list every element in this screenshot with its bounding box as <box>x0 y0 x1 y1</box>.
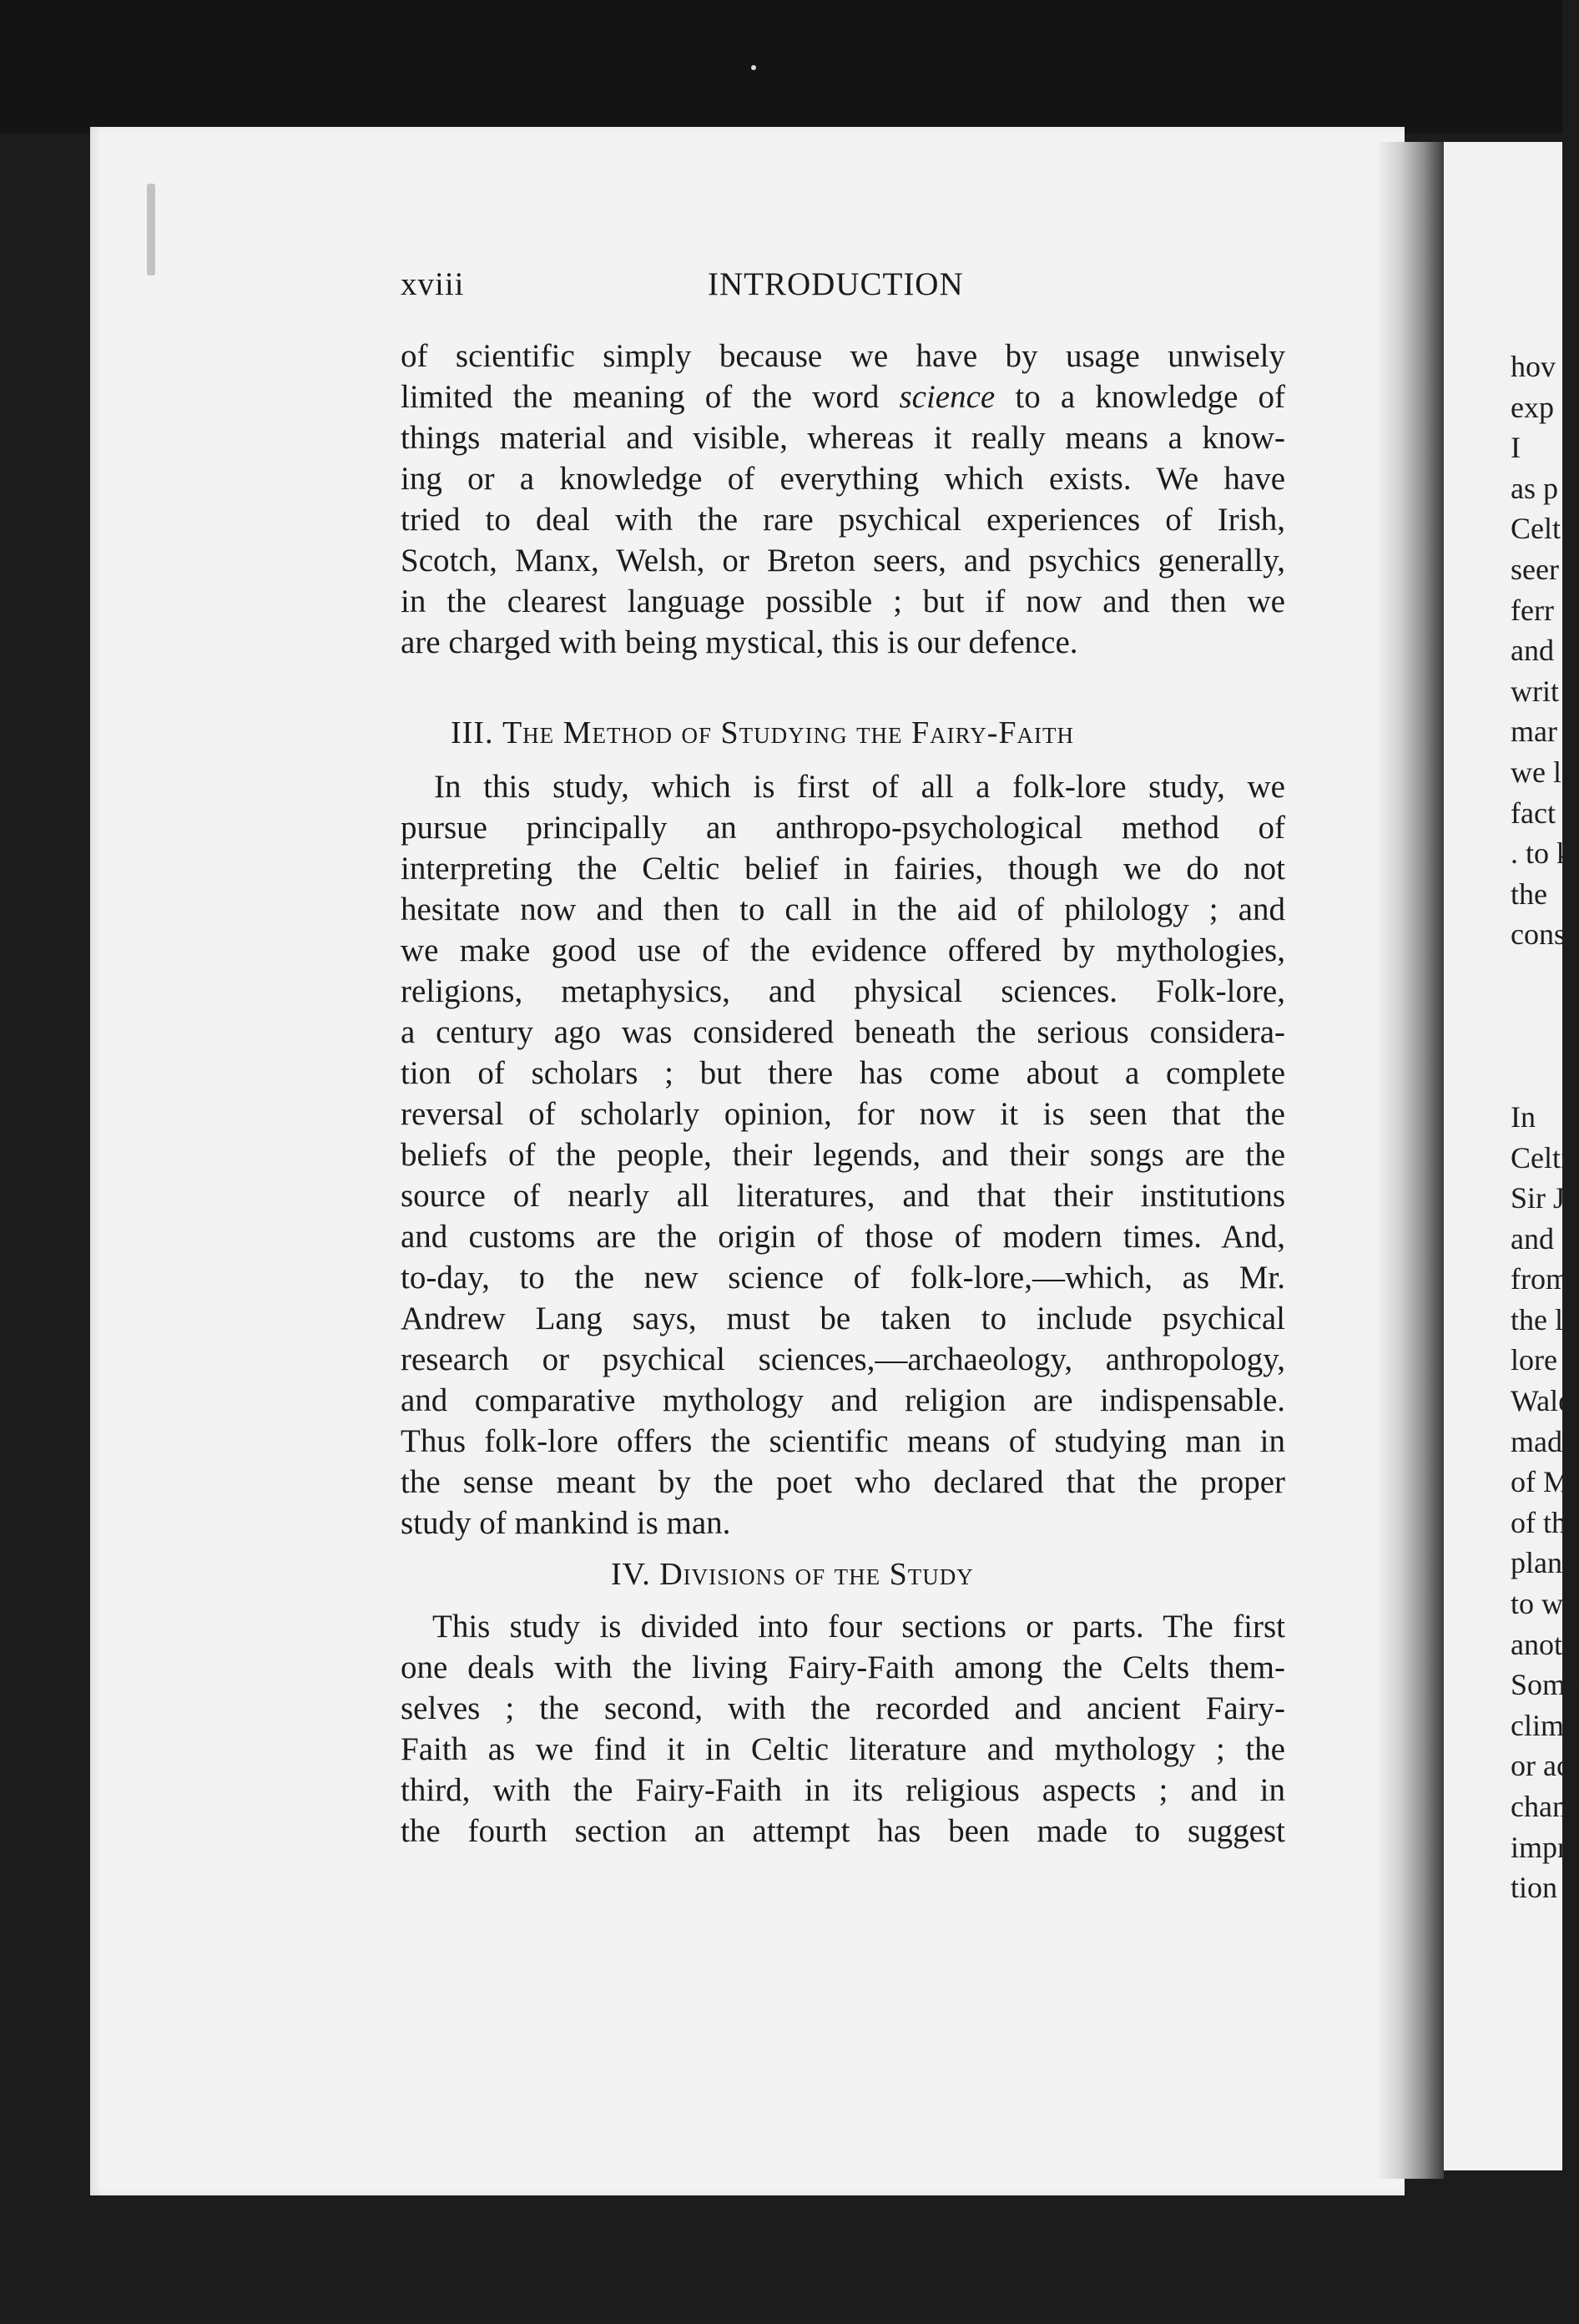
facing-line-fragment: and <box>1511 1221 1554 1255</box>
text-line: in the clearest language possible ; but if now and then we <box>401 584 1285 619</box>
text-line: to-day, to the new science of folk-lore,—which, as Mr. <box>401 1260 1285 1296</box>
text-line: ing or a knowledge of everything which exists. We have <box>401 461 1285 497</box>
facing-line-fragment: climl <box>1511 1708 1572 1742</box>
running-head <box>401 265 1285 316</box>
text-line: hesitate now and then to call in the aid of philology ; and <box>401 892 1285 927</box>
text-line: pursue principally an anthropo-psychological method of <box>401 810 1285 846</box>
text-line: reversal of scholarly opinion, for now it is seen that the <box>401 1096 1285 1132</box>
facing-line-fragment: In <box>1511 1099 1536 1134</box>
scan-background <box>0 0 1562 134</box>
facing-line-fragment: from <box>1511 1262 1569 1296</box>
text-line: are charged with being mystical, this is our defence. <box>401 624 1078 660</box>
facing-line-fragment: tion <box>1511 1871 1558 1905</box>
text-line: In this study, which is first of all a folk-lore study, we <box>434 769 1285 805</box>
text-line: one deals with the living Fairy-Faith among the Celts them- <box>401 1650 1285 1685</box>
facing-line-fragment: ferr <box>1511 593 1554 627</box>
facing-line-fragment: of th <box>1511 1505 1566 1539</box>
text-line: of scientific simply because we have by usage unwisely <box>401 338 1285 374</box>
text-line: the fourth section an attempt has been made to suggest <box>401 1813 1285 1849</box>
text-line: the sense meant by the poet who declared that the proper <box>401 1464 1285 1500</box>
text-line: selves ; the second, with the recorded and ancient Fairy- <box>401 1690 1285 1726</box>
running-title: INTRODUCTION <box>708 266 964 302</box>
page-number: xviii <box>401 266 465 302</box>
text-line: Scotch, Manx, Welsh, or Breton seers, and psychics generally, <box>401 543 1285 578</box>
text-line: Andrew Lang says, must be taken to include psychical <box>401 1301 1285 1336</box>
facing-line-fragment: chan <box>1511 1790 1567 1823</box>
facing-line-fragment: plan <box>1511 1546 1562 1580</box>
text-line: third, with the Fairy-Faith in its religious aspects ; and in <box>401 1772 1285 1808</box>
facing-line-fragment: the l <box>1511 1302 1563 1336</box>
facing-line-fragment: exp <box>1511 390 1554 424</box>
text-line: religions, metaphysics, and physical sciences. Folk-lore, <box>401 973 1285 1009</box>
facing-line-fragment: made <box>1511 1424 1576 1458</box>
paragraph-divisions <box>401 1606 1285 1852</box>
facing-line-fragment: cons <box>1511 917 1566 952</box>
facing-line-fragment: I <box>1511 431 1521 465</box>
facing-line-fragment: as p <box>1511 471 1558 505</box>
section-numeral: III. <box>451 715 494 750</box>
facing-line-fragment: the <box>1511 877 1547 911</box>
text-line: and customs are the origin of those of modern times. And, <box>401 1219 1285 1255</box>
facing-line-fragment: of M <box>1511 1465 1570 1499</box>
text-line: Faith as we find it in Celtic literature and mythology ; the <box>401 1731 1285 1767</box>
section-title: Divisions of the Study <box>659 1557 974 1592</box>
text-line: interpreting the Celtic belief in fairies, though we do not <box>401 851 1285 887</box>
text-line-science: limited the meaning of the word science to a knowledge of <box>401 379 1285 415</box>
emphasized-word: science <box>899 379 996 415</box>
facing-line-fragment: fact <box>1511 796 1556 830</box>
section-title: The Method of Studying the Fairy-Faith <box>502 715 1074 750</box>
facing-page-text <box>1511 346 1579 1908</box>
facing-line-fragment: mar <box>1511 715 1557 749</box>
facing-line-fragment: hov <box>1511 350 1556 383</box>
text-line: tried to deal with the rare psychical experiences of Irish, <box>401 502 1285 538</box>
text-line: things material and visible, whereas it really means a know- <box>401 420 1285 456</box>
facing-line-fragment: to w <box>1511 1587 1563 1621</box>
paragraph-scientific-language <box>401 336 1285 663</box>
facing-line-fragment: writ <box>1511 674 1559 708</box>
facing-line-fragment: anot <box>1511 1627 1562 1661</box>
facing-line-fragment: . to k <box>1511 836 1572 871</box>
facing-line-fragment: impr <box>1511 1830 1567 1864</box>
text-line: a century ago was considered beneath the serious considera- <box>401 1014 1285 1050</box>
section-heading-method <box>451 715 1074 751</box>
facing-line-fragment: lore <box>1511 1343 1557 1377</box>
facing-line-fragment: and <box>1511 634 1554 668</box>
facing-line-fragment: seer <box>1511 552 1559 586</box>
facing-line-fragment: Celt <box>1511 512 1561 546</box>
section-numeral: IV. <box>611 1557 651 1592</box>
facing-line-fragment: Wale <box>1511 1384 1572 1418</box>
facing-line-fragment: Celti <box>1511 1140 1569 1175</box>
text-line: beliefs of the people, their legends, and their songs are the <box>401 1137 1285 1173</box>
text-line: and comparative mythology and religion are indispensable. <box>401 1382 1285 1418</box>
section-heading-divisions <box>611 1556 974 1593</box>
text-line: tion of scholars ; but there has come about a complete <box>401 1055 1285 1091</box>
text-line: This study is divided into four sections or parts. The first <box>432 1609 1285 1644</box>
facing-gap <box>1511 955 1562 1097</box>
book-gutter <box>1377 142 1444 2179</box>
text-line: source of nearly all literatures, and that their institutions <box>401 1178 1285 1214</box>
facing-line-fragment: we l <box>1511 755 1561 789</box>
text-line: we make good use of the evidence offered by mythologies, <box>401 932 1285 968</box>
text-line: research or psychical sciences,—archaeology, anthropology, <box>401 1341 1285 1377</box>
facing-line-fragment: Some <box>1511 1668 1579 1702</box>
text-line: study of mankind is man. <box>401 1505 731 1541</box>
scan-speck <box>751 65 756 70</box>
facing-line-fragment: Sir J <box>1511 1181 1566 1215</box>
page-edge-mark <box>147 184 155 275</box>
text-line: Thus folk-lore offers the scientific means of studying man in <box>401 1423 1285 1459</box>
facing-line-fragment: or ac <box>1511 1749 1570 1783</box>
paragraph-method <box>401 766 1285 1543</box>
